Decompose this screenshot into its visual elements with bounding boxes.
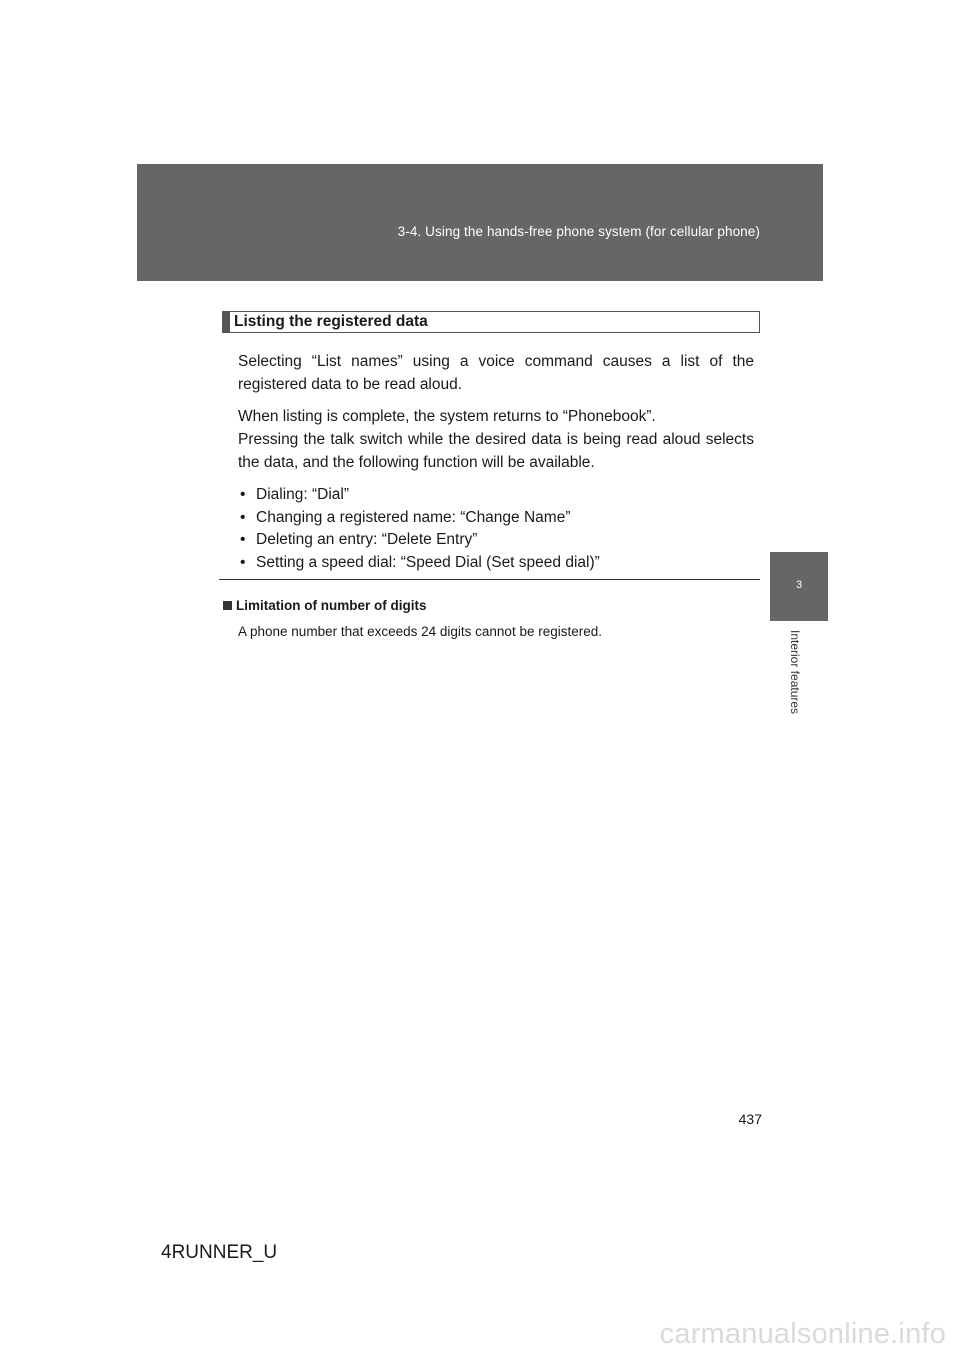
watermark: carmanualsonline.info <box>659 1318 946 1350</box>
note-heading-text: Limitation of number of digits <box>236 598 427 613</box>
paragraph-details-line1: When listing is complete, the system returns to “Phonebook”. <box>238 408 656 425</box>
function-list <box>238 484 758 574</box>
list-item <box>238 552 758 575</box>
section-divider <box>219 579 760 580</box>
bullet-icon: • <box>240 508 246 526</box>
bullet-icon: • <box>240 531 246 548</box>
chapter-tab-number: 3 <box>795 579 803 591</box>
paragraph-intro: Selecting “List names” using a voice command causes a list of the registered data to be read aloud. <box>238 353 754 393</box>
paragraph-details-rest: Pressing the talk switch while the desired data is being read aloud selects the data, and the following function will be available. <box>238 431 754 471</box>
paragraph-details <box>238 405 754 474</box>
chapter-tab-label: Interior features <box>788 630 802 715</box>
list-item-text: Dialing: “Dial” <box>256 486 350 503</box>
note-heading <box>223 598 426 613</box>
note-text: A phone number that exceeds 24 digits cannot be registered. <box>238 624 602 639</box>
section-heading-bar <box>223 312 230 332</box>
chapter-header-band <box>137 164 823 281</box>
bullet-icon: • <box>240 486 246 503</box>
list-item <box>238 507 758 530</box>
list-item <box>238 529 758 552</box>
square-bullet-icon <box>223 601 232 610</box>
list-item-text: Deleting an entry: “Delete Entry” <box>256 531 478 548</box>
list-item-text: Changing a registered name: “Change Name” <box>256 508 571 526</box>
list-item <box>238 484 758 507</box>
section-heading: Listing the registered data <box>234 313 428 330</box>
section-heading-box <box>222 311 760 333</box>
manual-code: 4RUNNER_U <box>161 1242 278 1263</box>
page-number: 437 <box>738 1111 762 1127</box>
chapter-section-title: 3-4. Using the hands-free phone system (for cellular phone) <box>397 224 760 239</box>
chapter-tab <box>770 552 828 621</box>
bullet-icon: • <box>240 553 246 571</box>
list-item-text: Setting a speed dial: “Speed Dial (Set speed dial)” <box>256 553 600 571</box>
